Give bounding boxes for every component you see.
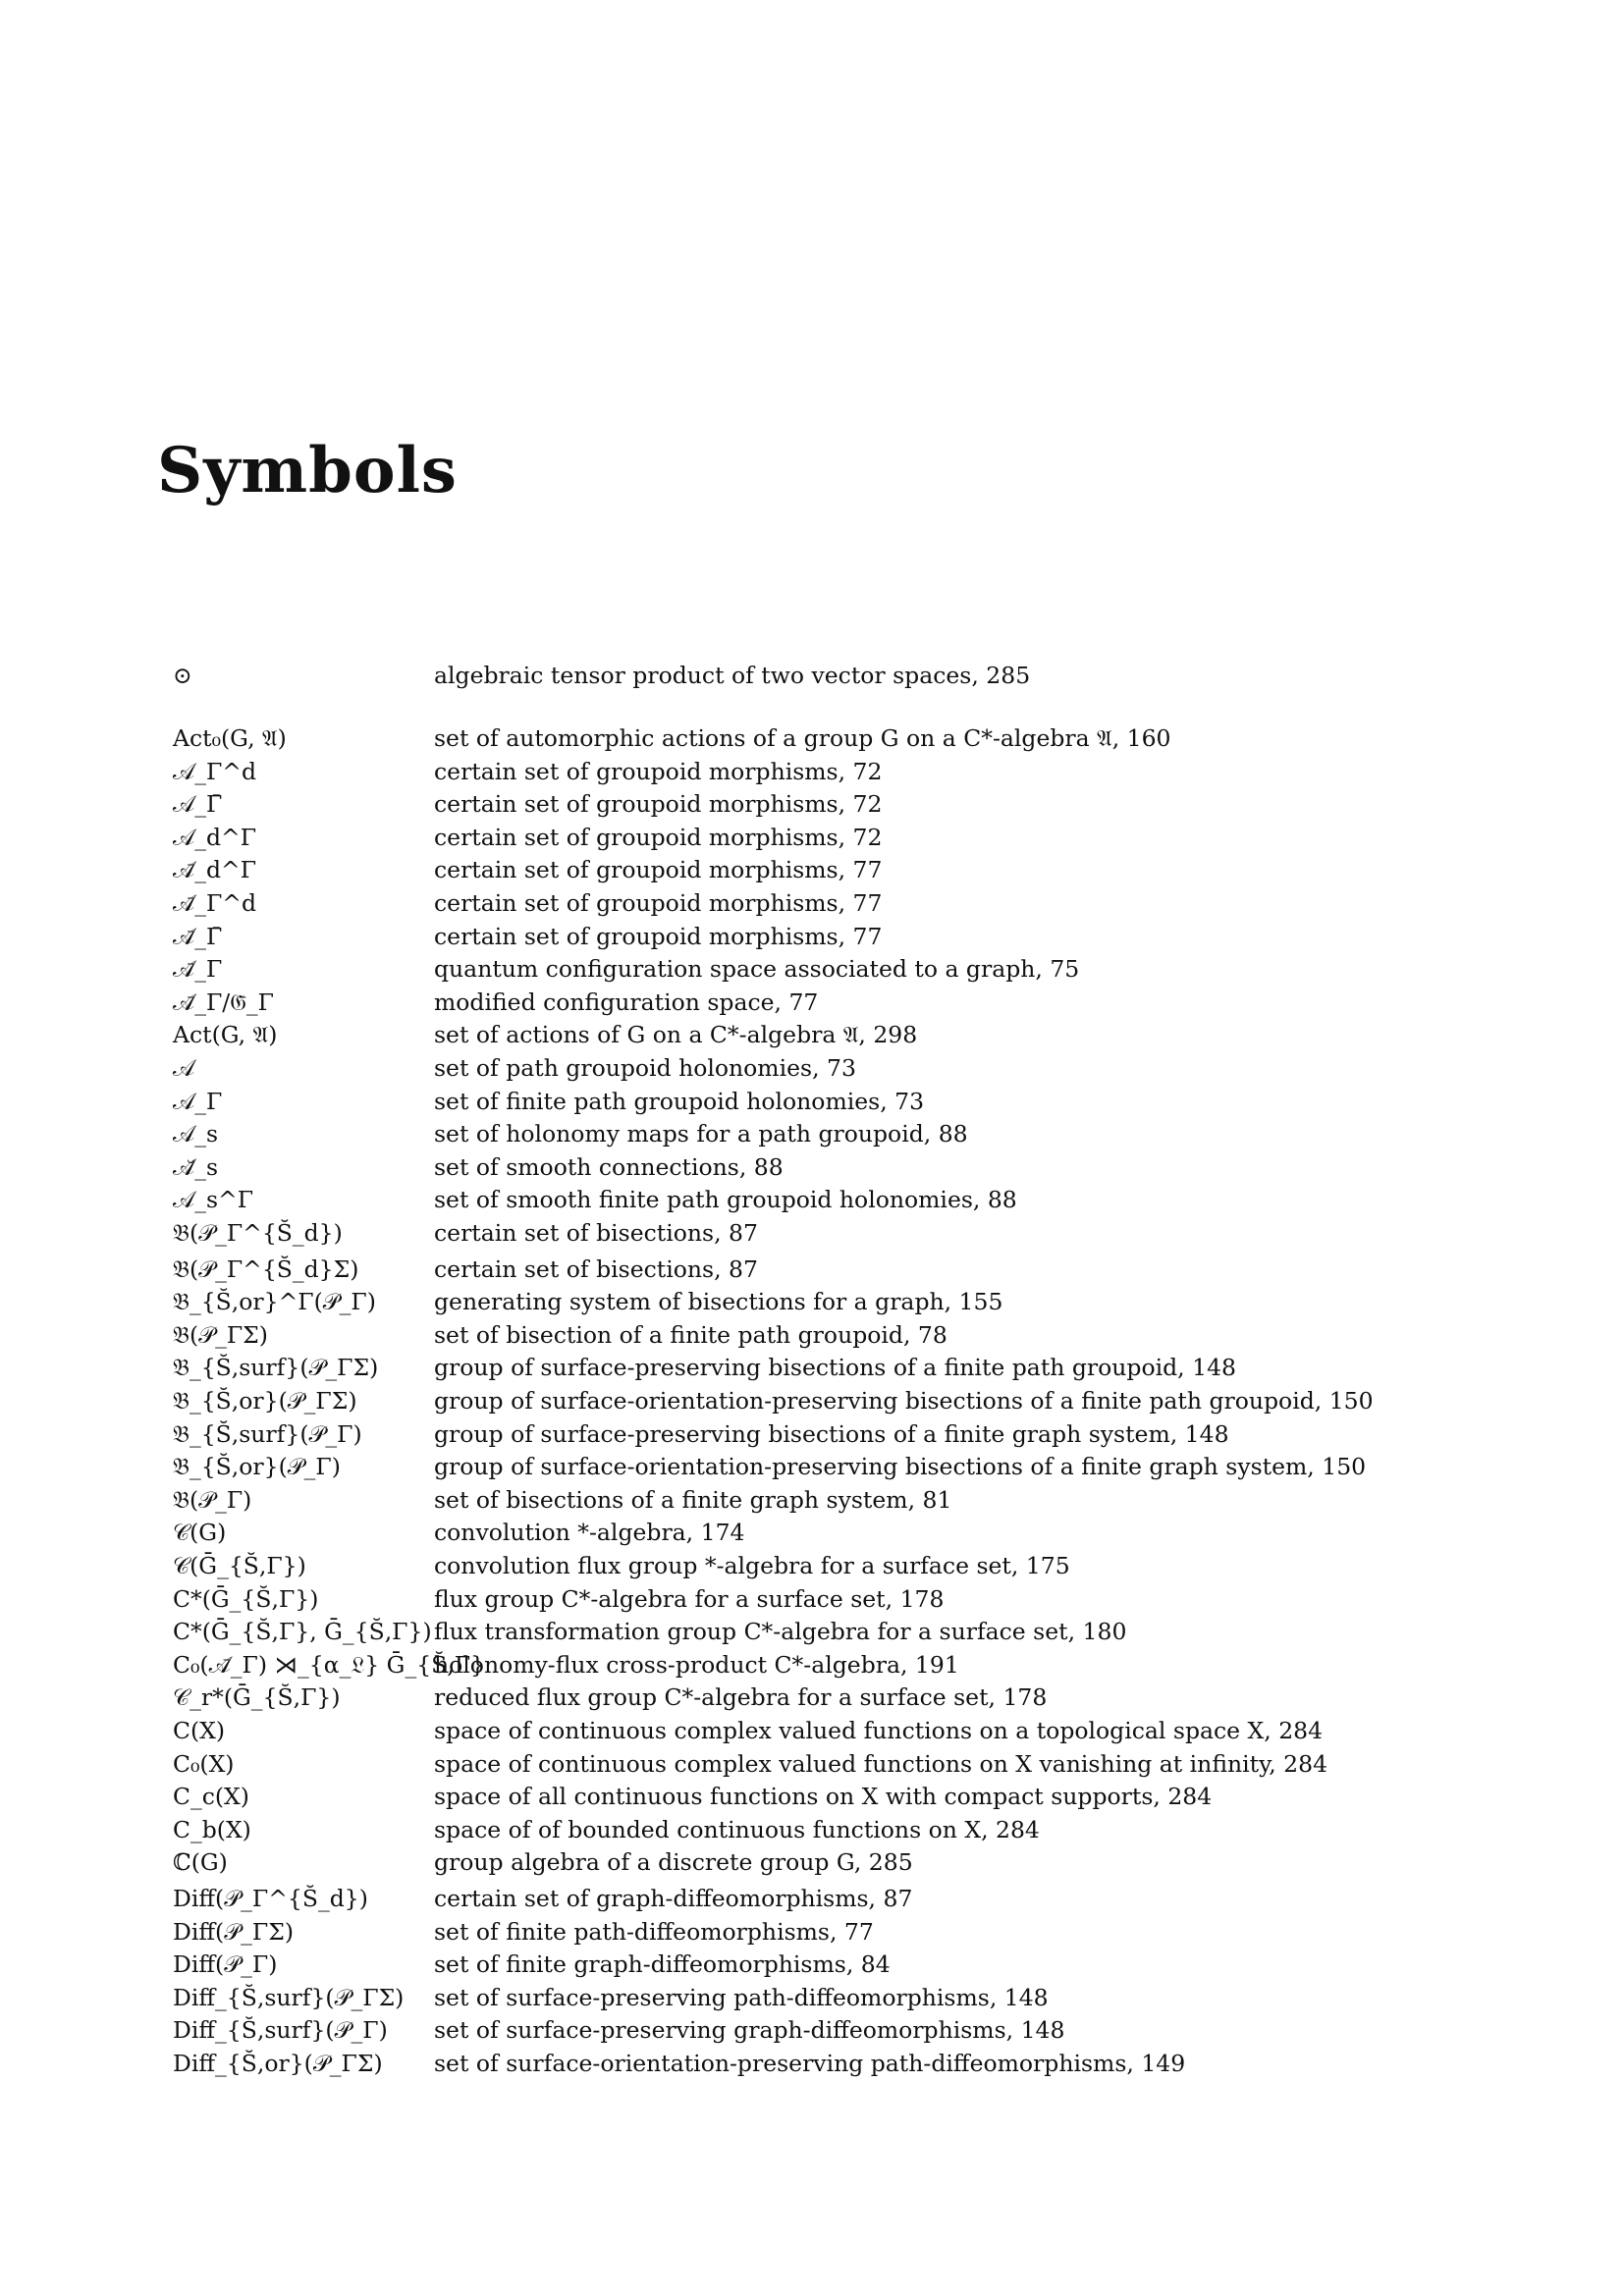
symbol-description: group of surface-preserving bisections of a finite path groupoid, 148: [434, 1354, 1236, 1382]
symbol-notation: 𝔅_{S̆,surf}(𝒫_ΓΣ): [173, 1354, 379, 1382]
symbol-notation: Diff_{S̆,surf}(𝒫_Γ): [173, 2016, 388, 2045]
symbol-entry: [173, 1052, 1469, 1085]
symbol-description: group of surface-preserving bisections of a finite graph system, 148: [434, 1419, 1229, 1448]
symbol-description: holonomy-flux cross-product C*-algebra, 191: [434, 1650, 959, 1679]
symbol-entry: [173, 756, 1469, 788]
symbol-entry: [173, 1883, 1469, 1915]
symbol-notation: 𝒞(G): [173, 1519, 227, 1547]
symbol-entry: [173, 953, 1469, 986]
symbol-description: certain set of groupoid morphisms, 77: [434, 889, 883, 917]
symbol-notation: C*(Ḡ_{S̆,Γ}): [173, 1584, 319, 1613]
symbol-entry: [173, 1319, 1469, 1352]
symbol-notation: 𝒜_s: [173, 1120, 219, 1148]
symbol-description: flux transformation group C*-algebra for a surface set, 180: [434, 1618, 1127, 1646]
symbol-notation: 𝒜: [173, 1054, 195, 1082]
symbol-notation: C₀(X): [173, 1749, 235, 1778]
symbol-notation: Diff(𝒫_Γ): [173, 1950, 278, 1979]
symbol-entry: [173, 1949, 1469, 1981]
symbol-entry: [173, 1184, 1469, 1216]
symbol-entry: [173, 1118, 1469, 1150]
symbol-entry: [173, 1682, 1469, 1714]
symbol-description: set of smooth finite path groupoid holonomies, 88: [434, 1186, 1017, 1214]
symbol-notation: C₀(𝒜̄_Γ) ⋊_{α_𝔏} Ḡ_{S̆,Γ}: [173, 1650, 485, 1679]
symbol-notation: 𝒜_Γ^d: [173, 757, 257, 785]
symbol-description: space of continuous complex valued functions on X vanishing at infinity, 284: [434, 1749, 1328, 1778]
symbol-description: certain set of graph-diffeomorphisms, 87: [434, 1885, 913, 1912]
symbol-entry: [173, 1517, 1469, 1549]
symbol-notation: Diff_{S̆,surf}(𝒫_ΓΣ): [173, 1983, 405, 2011]
symbol-description: certain set of groupoid morphisms, 72: [434, 790, 883, 819]
symbol-description: set of smooth connections, 88: [434, 1152, 784, 1181]
symbol-notation: 𝔅(𝒫_Γ^{S̆_d}): [173, 1219, 343, 1247]
symbol-notation: ℂ(G): [173, 1848, 228, 1877]
symbol-description: certain set of groupoid morphisms, 72: [434, 757, 883, 785]
symbol-notation: C_c(X): [173, 1783, 249, 1811]
symbol-description: group of surface-orientation-preserving bisections of a finite graph system, 150: [434, 1453, 1367, 1481]
symbol-entry: [173, 1385, 1469, 1417]
symbol-description: group of surface-orientation-preserving bisections of a finite path groupoid, 150: [434, 1387, 1374, 1415]
symbol-entry: [173, 1418, 1469, 1451]
symbol-description: reduced flux group C*-algebra for a surface set, 178: [434, 1683, 1048, 1712]
symbol-description: set of automorphic actions of a group G on a C*-algebra 𝔄, 160: [434, 724, 1171, 752]
symbol-entry: [173, 1254, 1469, 1286]
symbol-entry: [173, 921, 1469, 953]
symbol-notation: 𝔅_{S̆,or}(𝒫_Γ): [173, 1453, 341, 1481]
symbol-notation: 𝔅_{S̆,or}(𝒫_ΓΣ): [173, 1387, 357, 1415]
symbol-notation: 𝒜̄_Γ̄: [173, 922, 223, 950]
symbol-description: group algebra of a discrete group G, 285: [434, 1848, 913, 1877]
symbol-entry: [173, 1286, 1469, 1318]
symbol-entry: [173, 1086, 1469, 1118]
symbol-entry: [173, 1151, 1469, 1184]
symbol-description: convolution *-algebra, 174: [434, 1519, 745, 1547]
symbol-description: convolution flux group *-algebra for a surface set, 175: [434, 1552, 1070, 1579]
symbol-description: quantum configuration space associated to a graph, 75: [434, 955, 1080, 984]
symbol-notation: 𝔅(𝒫_Γ^{S̆_d}Σ): [173, 1255, 359, 1283]
symbol-entry: [173, 987, 1469, 1019]
symbol-entry: [173, 1748, 1469, 1781]
symbol-description: set of bisection of a finite path groupoid, 78: [434, 1320, 947, 1349]
symbol-notation: 𝒜̄_Γ: [173, 955, 223, 984]
symbol-description: generating system of bisections for a graph, 155: [434, 1288, 1003, 1316]
symbol-entry: [173, 1982, 1469, 2014]
symbol-notation: C*(Ḡ_{S̆,Γ}, Ḡ_{S̆,Γ}): [173, 1618, 432, 1646]
symbol-description: certain set of groupoid morphisms, 77: [434, 922, 883, 950]
symbol-description: space of of bounded continuous functions on X, 284: [434, 1815, 1040, 1843]
symbol-description: flux group C*-algebra for a surface set, 178: [434, 1584, 945, 1613]
symbol-notation: 𝔅_{S̆,surf}(𝒫_Γ): [173, 1419, 362, 1448]
symbol-entry: [173, 1814, 1469, 1846]
symbol-notation: Diff(𝒫_Γ^{S̆_d}): [173, 1885, 368, 1912]
symbol-description: certain set of bisections, 87: [434, 1219, 758, 1247]
symbol-entry: [173, 1019, 1469, 1051]
symbol-description: set of bisections of a finite graph system, 81: [434, 1485, 952, 1514]
symbol-entry: [173, 854, 1469, 886]
symbol-notation: 𝒜̄_d^Γ: [173, 856, 257, 884]
symbol-notation: 𝔅(𝒫_ΓΣ): [173, 1320, 268, 1349]
symbol-notation: 𝒜̄_Γ/𝔊̄_Γ: [173, 988, 274, 1016]
symbol-description: set of holonomy maps for a path groupoid, 88: [434, 1120, 968, 1148]
symbol-notation: Diff_{S̆,or}(𝒫_ΓΣ): [173, 2050, 383, 2077]
symbol-notation: 𝒜̄_Γ^d: [173, 889, 257, 917]
symbol-description: set of finite graph-diffeomorphisms, 84: [434, 1950, 891, 1979]
symbol-notation: 𝒞(Ḡ_{S̆,Γ}): [173, 1552, 306, 1579]
symbol-entry: [173, 722, 1469, 755]
symbol-notation: 𝒞_r*(Ḡ_{S̆,Γ}): [173, 1683, 341, 1712]
symbol-description: set of finite path groupoid holonomies, 73: [434, 1087, 925, 1115]
symbol-entry: [173, 788, 1469, 821]
symbol-description: algebraic tensor product of two vector spaces, 285: [434, 662, 1031, 689]
symbol-entry: [173, 1715, 1469, 1747]
symbol-entry: [173, 1217, 1469, 1250]
symbol-description: space of continuous complex valued functions on a topological space X, 284: [434, 1717, 1324, 1744]
symbol-notation: 𝒜_Γ̄: [173, 790, 223, 819]
symbol-notation: ⊙: [173, 662, 192, 689]
symbol-entry: [173, 1846, 1469, 1879]
symbol-entry: [173, 887, 1469, 920]
symbol-notation: Act(G, 𝔄): [173, 1021, 278, 1049]
symbol-description: certain set of groupoid morphisms, 77: [434, 856, 883, 884]
symbol-entry: [173, 1649, 1469, 1682]
symbol-notation: 𝒜̆_s: [173, 1152, 219, 1181]
page-title: Symbols: [157, 434, 458, 507]
symbol-description: set of actions of G on a C*-algebra 𝔄, 298: [434, 1021, 918, 1049]
symbol-notation: 𝒜_s^Γ: [173, 1186, 254, 1214]
symbol-description: set of surface-orientation-preserving path-diffeomorphisms, 149: [434, 2050, 1186, 2077]
symbol-notation: C(X): [173, 1717, 226, 1744]
symbol-entry: [173, 1616, 1469, 1648]
symbol-entry: [173, 2048, 1469, 2080]
symbol-description: modified configuration space, 77: [434, 988, 819, 1016]
symbol-description: space of all continuous functions on X with compact supports, 284: [434, 1783, 1213, 1811]
symbol-entry: [173, 1916, 1469, 1949]
symbol-description: set of finite path-diffeomorphisms, 77: [434, 1917, 874, 1946]
symbol-notation: 𝔅(𝒫_Γ): [173, 1485, 252, 1514]
symbol-entry: [173, 1583, 1469, 1616]
symbol-entry: [173, 1550, 1469, 1582]
symbol-description: certain set of groupoid morphisms, 72: [434, 823, 883, 851]
symbol-entry: [173, 822, 1469, 854]
symbol-description: set of surface-preserving path-diffeomorphisms, 148: [434, 1983, 1049, 2011]
symbol-entry: [173, 1484, 1469, 1517]
symbol-entry: [173, 2014, 1469, 2047]
symbol-entry: [173, 1451, 1469, 1483]
symbol-notation: C_b(X): [173, 1815, 251, 1843]
symbol-notation: 𝒜_Γ: [173, 1087, 223, 1115]
symbol-description: set of path groupoid holonomies, 73: [434, 1054, 856, 1082]
symbol-description: certain set of bisections, 87: [434, 1255, 758, 1283]
symbol-notation: Act₀(G, 𝔄): [173, 724, 287, 752]
symbol-description: set of surface-preserving graph-diffeomorphisms, 148: [434, 2016, 1065, 2045]
symbol-notation: Diff(𝒫_ΓΣ): [173, 1917, 295, 1946]
symbol-entry: [173, 660, 1469, 692]
symbol-notation: 𝒜_d^Γ: [173, 823, 257, 851]
symbol-entry: [173, 1352, 1469, 1384]
symbol-entry: [173, 1781, 1469, 1813]
symbol-notation: 𝔅_{S̆,or}^Γ(𝒫_Γ): [173, 1288, 376, 1316]
